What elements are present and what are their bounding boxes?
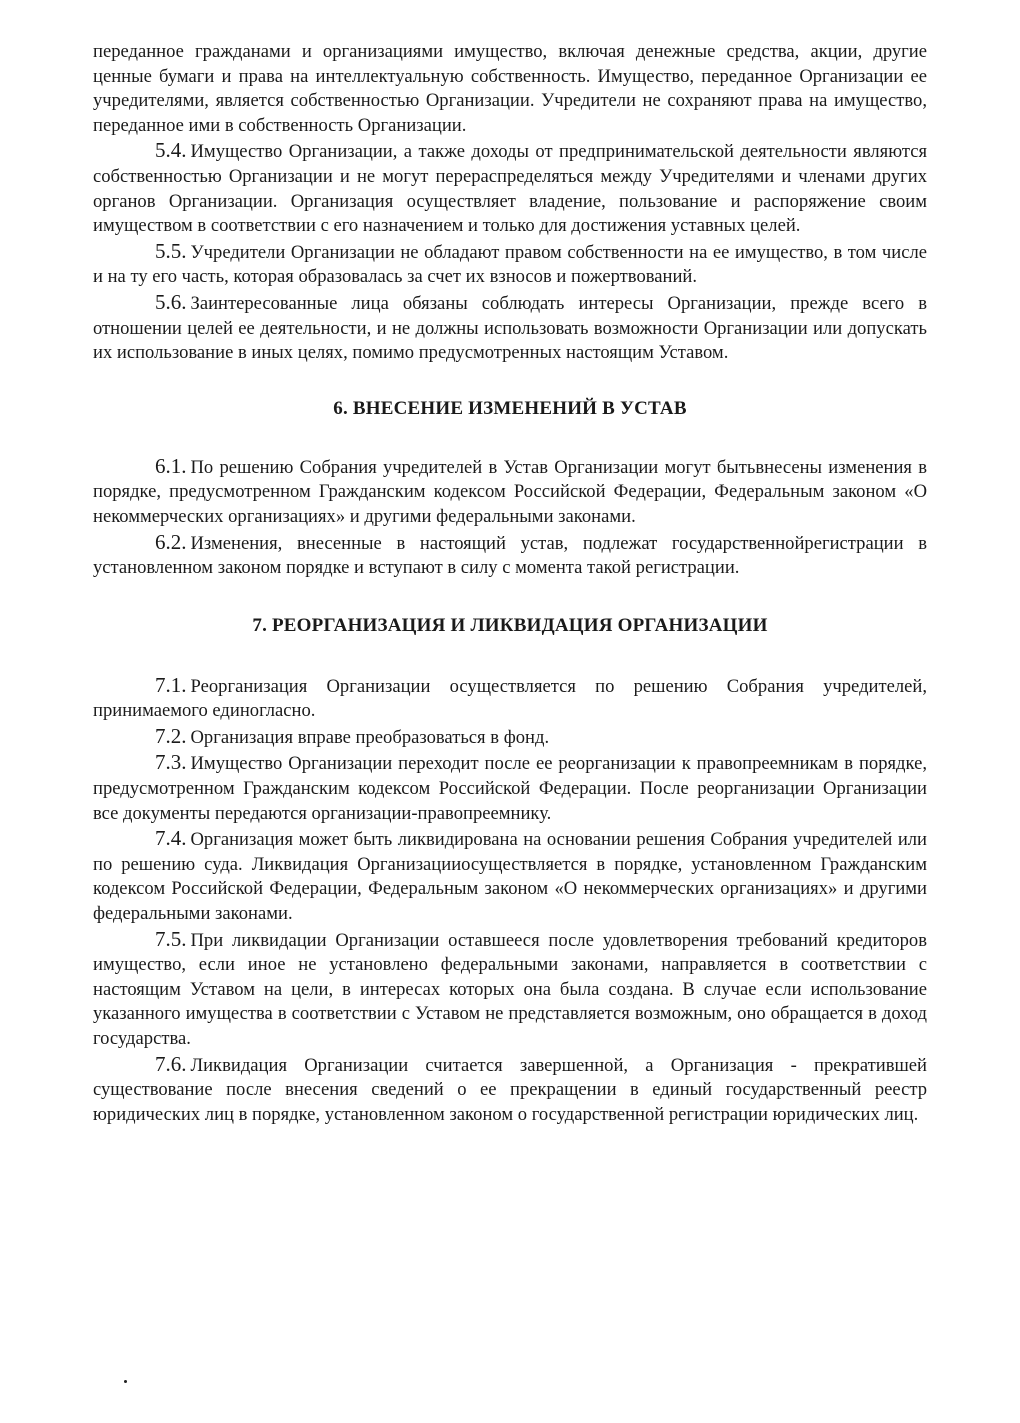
clause-number: 5.5. [155,238,187,263]
clause-7-6 [93,1052,927,1128]
clause-text: При ликвидации Организации оставшееся после удовлетворения требований кредиторов имущество, если иное не установлено федеральными законами, направляется в соответствии с настоящим Уставом на цели, в интересах которых она была создана. В случае если использование указанного имущества в соответствии с Уставом не представляется возможным, оно обращается в доход государства. [93,929,927,1049]
clause-number: 6.2. [155,529,187,554]
clause-text: Организация может быть ликвидирована на основании решения Собрания учредителей или по решению суда. Ликвидация Организацииосуществляется в порядке, установленном Гражданским кодексом Российской Федерации, Федеральным законом «О некоммерческих организациях» и другими федеральными законами. [93,829,927,925]
clause-6-2 [93,530,927,581]
clause-7-3 [93,750,927,826]
clause-number: 7.6. [155,1051,187,1076]
clause-5-4 [93,138,927,238]
clause-number: 6.1. [155,453,187,478]
clause-number: 5.6. [155,289,187,314]
clause-text: Реорганизация Организации осуществляется по решению Собрания учредителей, принимаемого единогласно. [93,675,927,722]
intro-paragraph: переданное гражданами и организациями имущество, включая денежные средства, акции, другие ценные бумаги и права на интеллектуальную собственность. Имущество, переданное Организации ее учредителями, является собственностью Организации. Учредители не сохраняют права на имущество, переданное ими в собственность Организации. [93,41,927,136]
clause-5-5 [93,239,927,290]
clause-text: Имущество Организации, а также доходы от предпринимательской деятельности являются собственностью Организации и не могут перераспределяться между Учредителями и членами других органов Организации. Организация осуществляет владение, пользование и распоряжение своим имуществом в соответствии с его назначением и только для достижения уставных целей. [93,141,927,237]
clause-text: Организация вправе преобразоваться в фонд. [190,726,550,748]
clause-number: 7.4. [155,826,187,851]
clause-text: По решению Собрания учредителей в Устав Организации могут бытьвнесены изменения в порядке, предусмотренном Гражданским кодексом Российской Федерации, Федеральным законом «О некоммерческих организациях» и другими федеральными законами. [93,456,927,527]
clause-number: 7.1. [155,672,187,697]
clause-number: 7.3. [155,750,187,775]
clause-text: Заинтересованные лица обязаны соблюдать интересы Организации, прежде всего в отношении целей ее деятельности, и не должны использовать возможности Организации или допускать их использование в иных целях, помимо предусмотренных настоящим Уставом. [93,292,927,364]
clause-7-1 [93,673,927,724]
clause-text: Изменения, внесенные в настоящий устав, подлежат государственнойрегистрации в установленном законом порядке и вступают в силу с момента такой регистрации. [93,532,927,579]
section-6-heading: 6. ВНЕСЕНИЕ ИЗМЕНЕНИЙ В УСТАВ [333,397,687,419]
section-7-heading: 7. РЕОРГАНИЗАЦИЯ И ЛИКВИДАЦИЯ ОРГАНИЗАЦИИ [252,614,768,636]
clause-text: Ликвидация Организации считается завершенной, а Организация - прекратившей существование после внесения сведений о ее прекращении в единый государственный реестр юридических лиц в порядке, установленном законом о государственной регистрации юридических лиц. [93,1054,927,1125]
clause-7-2 [93,724,927,751]
clause-7-4 [93,826,927,926]
clause-6-1 [93,454,927,530]
clause-7-5 [93,927,927,1052]
scan-speck [124,1380,127,1383]
clause-5-6 [93,290,927,366]
clause-text: Имущество Организации переходит после ее реорганизации к правопреемникам в порядке, предусмотренном Гражданским кодексом Российской Федерации. После реорганизации Организации все документы передаются организации-правопреемнику. [93,753,927,824]
clause-number: 7.2. [155,723,187,748]
clause-number: 7.5. [155,926,187,951]
clause-text: Учредители Организации не обладают правом собственности на ее имущество, в том числе и на ту его часть, которая образовалась за счет их взносов и пожертвований. [93,241,927,288]
clause-number: 5.4. [155,138,187,163]
